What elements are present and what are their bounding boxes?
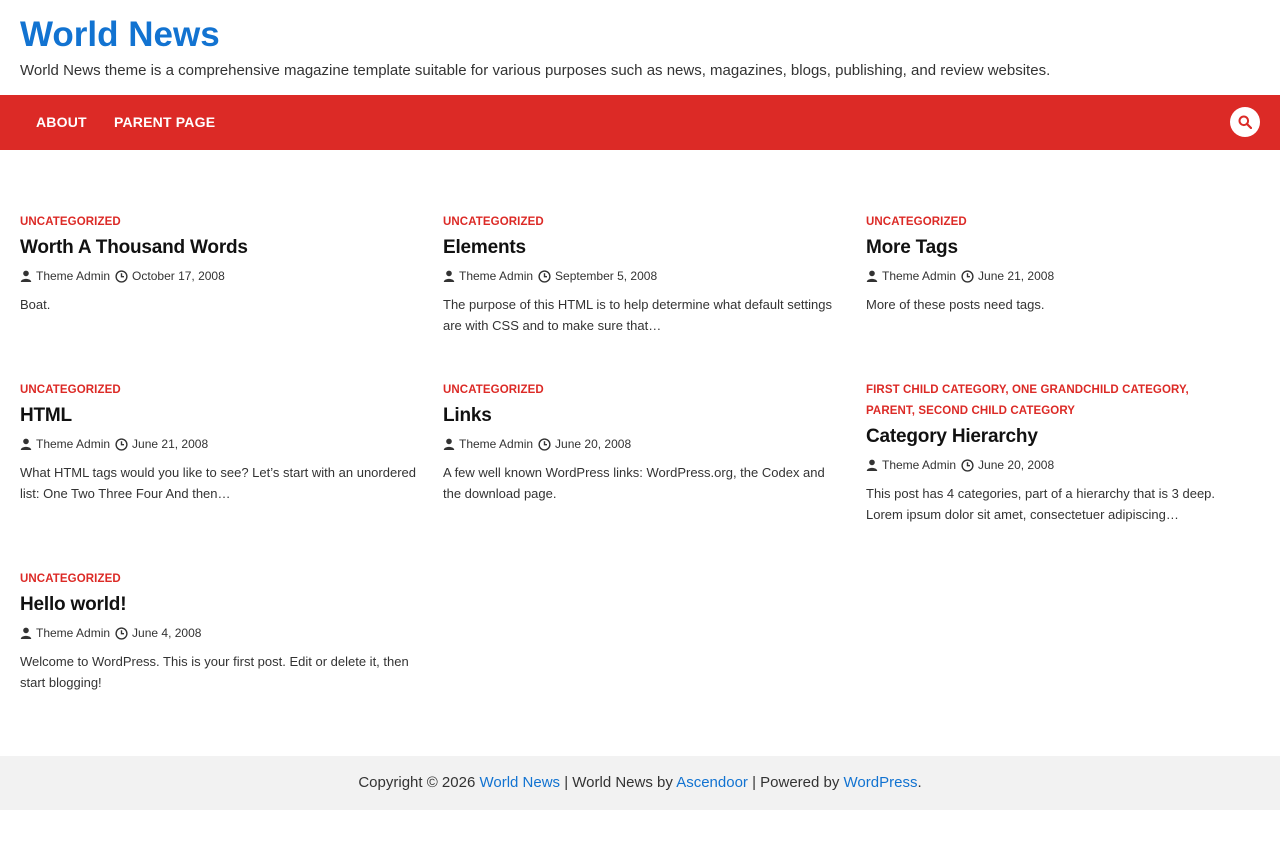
post-date[interactable] (115, 623, 201, 643)
post-excerpt: What HTML tags would you like to see? Let’s start with an unordered list: One Two Three Four And then… (20, 465, 416, 501)
post-author[interactable] (20, 623, 110, 643)
author-name: Theme Admin (882, 458, 957, 472)
clock-icon (538, 270, 551, 283)
user-icon (20, 627, 32, 639)
search-button[interactable] (1230, 107, 1260, 137)
post-meta (20, 623, 420, 643)
date-text: June 20, 2008 (555, 437, 632, 451)
site-header (0, 0, 1280, 95)
author-name: Theme Admin (36, 269, 111, 283)
date-text: June 21, 2008 (132, 437, 209, 451)
footer-by-text: | World News by (560, 774, 677, 791)
post-date[interactable] (961, 266, 1054, 286)
category-link[interactable]: UNCATEGORIZED (20, 216, 121, 228)
post-meta (443, 266, 843, 286)
nav-item-about[interactable]: ABOUT (36, 114, 87, 130)
post-categories (20, 212, 420, 233)
post-excerpt: Boat. (20, 297, 51, 312)
main-navigation (0, 95, 1280, 150)
post-categories (866, 380, 1226, 422)
date-text: June 4, 2008 (132, 626, 202, 640)
post-card (866, 380, 1226, 525)
clock-icon (115, 438, 128, 451)
post-title[interactable]: HTML (20, 405, 72, 426)
date-text: June 20, 2008 (978, 458, 1055, 472)
post-author[interactable] (20, 266, 110, 286)
post-author[interactable] (866, 455, 956, 475)
clock-icon (538, 438, 551, 451)
category-link[interactable]: ONE GRANDCHILD CATEGORY (1011, 384, 1186, 396)
category-separator: , (911, 405, 919, 417)
post-author[interactable] (443, 434, 533, 454)
search-icon (1238, 115, 1252, 129)
user-icon (443, 270, 455, 282)
footer-wordpress-link[interactable]: WordPress (843, 774, 918, 791)
clock-icon (961, 270, 974, 283)
clock-icon (115, 627, 128, 640)
nav-item-parent-page[interactable]: PARENT PAGE (114, 114, 216, 130)
clock-icon (961, 459, 974, 472)
user-icon (866, 270, 878, 282)
category-link[interactable]: SECOND CHILD CATEGORY (918, 405, 1076, 417)
footer-site-link[interactable]: World News (479, 774, 561, 791)
author-name: Theme Admin (882, 269, 957, 283)
post-excerpt: A few well known WordPress links: WordPress.org, the Codex and the download page. (443, 465, 825, 501)
post-excerpt: Welcome to WordPress. This is your first post. Edit or delete it, then start blogging! (20, 654, 409, 690)
post-title[interactable]: Category Hierarchy (866, 426, 1038, 447)
post-title[interactable]: Links (443, 405, 492, 426)
post-card (20, 212, 420, 315)
post-categories (443, 212, 843, 233)
category-link[interactable]: UNCATEGORIZED (443, 216, 544, 228)
post-excerpt: More of these posts need tags. (866, 297, 1045, 312)
author-name: Theme Admin (36, 437, 111, 451)
post-date[interactable] (115, 434, 208, 454)
footer-powered-text: | Powered by (747, 774, 844, 791)
site-description: World News theme is a comprehensive magazine template suitable for various purposes such as news, magazines, blogs, publishing, and review websites. (20, 62, 1051, 79)
category-separator: , (1185, 384, 1189, 396)
post-date[interactable] (961, 455, 1054, 475)
post-categories (20, 380, 420, 401)
post-excerpt: The purpose of this HTML is to help determine what default settings are with CSS and to make sure that… (443, 297, 832, 333)
user-icon (866, 459, 878, 471)
category-separator: , (1005, 384, 1012, 396)
footer-author-link[interactable]: Ascendoor (676, 774, 748, 791)
post-meta (20, 434, 420, 454)
post-title[interactable]: More Tags (866, 237, 958, 258)
post-card (443, 380, 843, 504)
site-title[interactable]: World News (20, 15, 220, 54)
post-title[interactable]: Worth A Thousand Words (20, 237, 248, 258)
user-icon (20, 270, 32, 282)
post-meta (866, 455, 1226, 475)
post-author[interactable] (20, 434, 110, 454)
post-excerpt: This post has 4 categories, part of a hierarchy that is 3 deep. Lorem ipsum dolor sit amet, consectetuer adipiscing… (866, 486, 1216, 522)
footer-end: . (917, 774, 922, 791)
post-date[interactable] (538, 434, 631, 454)
category-link[interactable]: UNCATEGORIZED (443, 384, 544, 396)
post-date[interactable] (115, 266, 225, 286)
post-meta (20, 266, 420, 286)
post-date[interactable] (538, 266, 657, 286)
user-icon (443, 438, 455, 450)
post-meta (866, 266, 1266, 286)
category-link[interactable]: UNCATEGORIZED (20, 573, 121, 585)
post-author[interactable] (443, 266, 533, 286)
author-name: Theme Admin (36, 626, 111, 640)
date-text: September 5, 2008 (555, 269, 658, 283)
post-card (20, 569, 420, 693)
site-footer (0, 756, 1280, 810)
post-categories (20, 569, 420, 590)
date-text: June 21, 2008 (978, 269, 1055, 283)
post-card (443, 212, 843, 336)
post-card (20, 380, 420, 504)
category-link[interactable]: UNCATEGORIZED (20, 384, 121, 396)
post-categories (866, 212, 1266, 233)
post-title[interactable]: Hello world! (20, 594, 127, 615)
clock-icon (115, 270, 128, 283)
post-card (866, 212, 1266, 315)
date-text: October 17, 2008 (132, 269, 225, 283)
post-title[interactable]: Elements (443, 237, 526, 258)
author-name: Theme Admin (459, 437, 534, 451)
post-author[interactable] (866, 266, 956, 286)
post-meta (443, 434, 843, 454)
footer-copyright: Copyright © 2026 (358, 774, 480, 791)
user-icon (20, 438, 32, 450)
category-link[interactable]: FIRST CHILD CATEGORY (866, 384, 1006, 396)
category-link[interactable]: PARENT (866, 405, 912, 417)
category-link[interactable]: UNCATEGORIZED (866, 216, 967, 228)
post-categories (443, 380, 843, 401)
author-name: Theme Admin (459, 269, 534, 283)
